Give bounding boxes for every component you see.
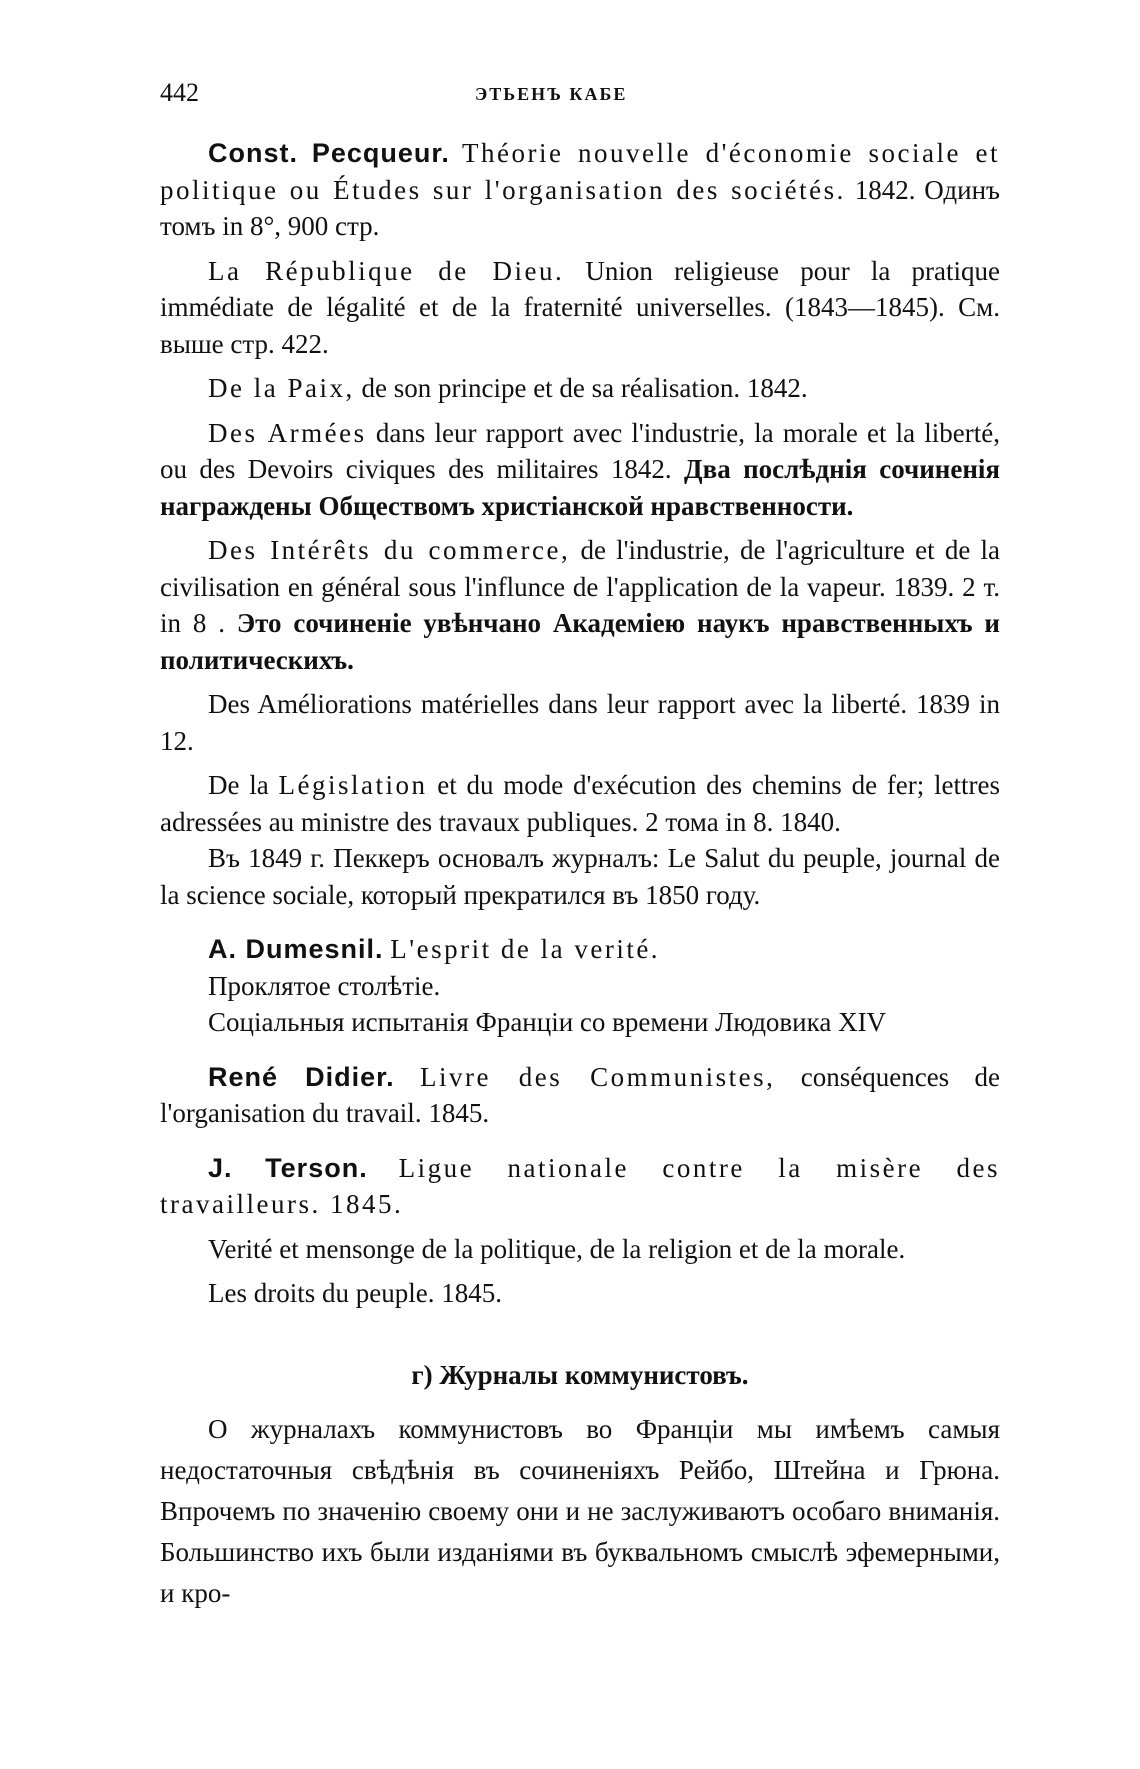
pecqueur-entry-republique [160, 253, 1000, 363]
work-details: conséquences de l'organisation du travail. 1845. [160, 1061, 1001, 1128]
work-details: Union religieuse pour la pratique immédiate de légalité et de la fraternité universelles. (1843—1845). См. выше стр. 422. [160, 255, 1000, 359]
work-details: et du mode d'exécution des chemins de fer; lettres adressées au ministre des travaux publiques. 2 тома in 8. 1840. [160, 770, 1001, 837]
page-number: 442 [160, 78, 199, 107]
page-header [160, 78, 1000, 118]
work-details: de l'industrie, de l'agriculture et de la civilisation en général sous l'influnce de l'application de la vapeur. 1839. 2 т. in 8 . [160, 535, 1000, 638]
pecqueur-entry-interets [160, 532, 1000, 678]
work-title: Législation [278, 770, 428, 800]
work-title: Théorie nouvelle d'économie sociale et politique ou Études sur l'organisation des sociétés. [160, 138, 1000, 205]
terson-entry-verite: Verité et mensonge de la politique, de la religion et de la morale. [208, 1233, 906, 1264]
terson-entry-ligue [160, 1150, 1000, 1223]
dumesnil-entry-esprit [160, 931, 1000, 968]
work-details: dans leur rapport avec l'industrie, la morale et la liberté, ou des Devoirs civiques des militaires 1842. [160, 417, 1001, 484]
terson-entry-droits: Les droits du peuple. 1845. [208, 1278, 502, 1308]
author-name: René Didier. [208, 1061, 395, 1092]
work-title: L'esprit de la verité. [390, 934, 661, 964]
dumesnil-entry-ispytania: Соціальныя испытанія Франціи со времени Людовика XIV [208, 1007, 887, 1037]
work-title: Ligue nationale contre la misère des travailleurs. 1845. [160, 1152, 1001, 1219]
work-title: Livre des Communistes, [420, 1061, 776, 1092]
author-name: J. Terson. [208, 1152, 368, 1183]
work-note: Два послѣднія сочиненія награждены Обществомъ христіанской нравственности. [160, 454, 1001, 521]
pecqueur-salut-note: Въ 1849 г. Пеккеръ основалъ журналъ: Le Salut du peuple, journal de la science sociale, который прекратился въ 1850 году. [160, 843, 1000, 910]
pecqueur-entry-ameliorations: Des Améliorations matérielles dans leur rapport avec la liberté. 1839 in 12. [160, 689, 1000, 756]
author-name: Const. Pecqueur. [208, 138, 450, 168]
author-name: A. Dumesnil. [208, 934, 384, 964]
pecqueur-entry-legislation [160, 767, 1000, 840]
work-title: De la Paix, [208, 373, 355, 403]
work-note: Это сочиненіе увѣнчано Академіею наукъ нравственныхъ и политическихъ. [160, 608, 1000, 675]
work-details: de son principe et de sa réalisation. 1842. [361, 373, 808, 403]
pecqueur-entry-armees [160, 415, 1000, 525]
page-body [160, 135, 1000, 1614]
section-heading: г) Журналы коммунистовъ. [411, 1359, 749, 1390]
section-paragraph: О журналахъ коммунистовъ во Франціи мы имѣемъ самыя недостаточныя свѣдѣнія въ сочиненіяхъ Рейбо, Штейна и Грюна. Впрочемъ по значенію своему они и не заслуживаютъ особаго вниманія. Большинство ихъ были изданіями въ буквальномъ смыслѣ эфемерными, и кро- [160, 1413, 1000, 1608]
pecqueur-entry-paix [160, 370, 1000, 407]
work-title-prefix: De la [208, 770, 269, 800]
work-title: La République de Dieu. [208, 255, 565, 286]
pecqueur-entry-theorie [160, 135, 1000, 245]
dumesnil-entry-stoletie: Проклятое столѣтіе. [208, 970, 441, 1001]
work-details: 1842. Одинъ томъ in 8°, 900 стр. [160, 174, 1000, 241]
section-prose [160, 1409, 1000, 1614]
didier-entry [160, 1059, 1000, 1132]
running-head: ЭТЬЕНЪ КАБЕ [475, 84, 628, 104]
work-title: Des Intérêts du commerce, [208, 535, 571, 565]
work-title: Des Armées [208, 417, 367, 448]
